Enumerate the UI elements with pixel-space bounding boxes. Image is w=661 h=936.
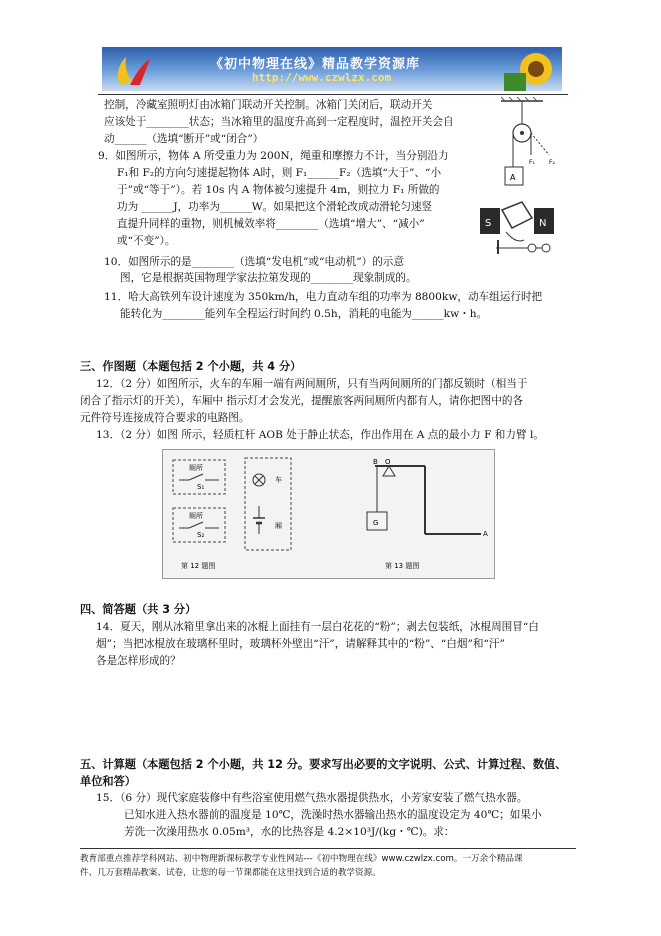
- q15-line2: 已知水进入热水器前的温度是 10℃，洗澡时热水器输出热水的温度设定为 40℃；如果小: [124, 809, 542, 821]
- logo-icon: [110, 51, 154, 89]
- svg-text:N: N: [539, 218, 547, 229]
- footer-rule: [80, 848, 576, 849]
- fig12-label2: S₁: [197, 483, 205, 491]
- q14-line2: 烟”；当把冰棍放在玻璃杯里时，玻璃杯外壁出“汗”，请解释其中的“粉”、“白烟”和“汗”: [96, 638, 505, 650]
- fig12-car1: 车: [275, 476, 282, 484]
- fig13-label-b: B: [373, 458, 378, 466]
- fig12-label4: S₂: [197, 531, 205, 539]
- q8-line3: 动______（选填“断开”或“闭合”）: [104, 133, 264, 145]
- fig13-caption: 第 13 题图: [385, 562, 420, 570]
- q15-line1: 15．（6 分）现代家庭装修中有些浴室使用燃气热水器提供热水，小芳家安装了燃气热水器。: [96, 792, 528, 804]
- pulley-figure: [497, 97, 567, 189]
- fig12-label3: 厕所: [189, 512, 203, 520]
- svg-text:F₂: F₂: [549, 159, 555, 166]
- q12-line2: 闭合了指示灯的开关），车厢中 指示灯才会发光，提醒旅客两间厕所内都有人，请你把图中的各: [80, 395, 524, 407]
- q9-line5: 直提升同样的重物，则机械效率将________（选填“增大”、“减小”: [117, 218, 425, 230]
- circuit-figure: [163, 450, 494, 578]
- svg-text:F₁: F₁: [529, 159, 535, 166]
- generator-figure: [476, 196, 560, 258]
- q8-line1: 控制，冷藏室照明灯由冰箱门联动开关控制。冰箱门关闭后，联动开关: [104, 99, 433, 111]
- section4-heading: 四、简答题（共 3 分）: [80, 603, 197, 616]
- q15-line3: 芳洗一次澡用热水 0.05m³，水的比热容是 4.2×10³J/(kg・℃)。求：: [124, 826, 455, 838]
- q10-line2: 图，它是根据英国物理学家法拉第发现的________现象制成的。: [120, 272, 417, 284]
- q14-line1: 14．夏天，刚从冰箱里拿出来的冰棍上面挂有一层白花花的“粉”；剥去包装纸，冰棍周围冒“白: [96, 621, 539, 633]
- section5-heading-line2: 单位和答）: [80, 775, 136, 788]
- q9-line6: 或“不变”）。: [117, 235, 176, 247]
- q11-line1: 11．哈大高铁列车设计速度为 350km/h，电力直动车组的功率为 8800kw，动车组运行时把: [104, 291, 543, 303]
- header-rule: [98, 94, 568, 95]
- fig13-label-o: O: [385, 458, 391, 466]
- section5-heading-line1: 五、计算题（本题包括 2 个小题，共 12 分。要求写出必要的文字说明、公式、计算过程、数值、: [80, 758, 567, 771]
- banner-url[interactable]: http://www.czwlzx.com: [252, 71, 392, 84]
- fig12-car2: 厢: [275, 522, 282, 530]
- fig12-label1: 厕所: [189, 464, 203, 472]
- q12-line3: 元件符号连接成符合要求的电路图。: [80, 412, 250, 424]
- figures-12-13: [162, 449, 495, 579]
- q11-line2: 能转化为________能列车全程运行时间约 0.5h，消耗的电能为______kw・h。: [120, 308, 488, 320]
- q9-line1: 9．如图所示，物体 A 所受重力为 200N，绳重和摩擦力不计，当分别沿力: [98, 150, 449, 162]
- q10-line1: 10．如图所示的是________（选填“发电机”或“电动机”）的示意: [104, 256, 404, 268]
- q13-line1: 13．（2 分）如图 所示，轻质杠杆 AOB 处于静止状态，作出作用在 A 点的最小力 F 和力臂 l。: [96, 429, 544, 441]
- q8-line2: 应该处于________状态；当冰箱里的温度升高到一定程度时，温控开关会自: [104, 116, 454, 128]
- q9-line4: 功为 ______J，功率为______W。如果把这个滑轮改成动滑轮匀速竖: [117, 201, 433, 213]
- svg-text:S: S: [485, 218, 492, 229]
- footer-line1: 教育部重点推荐学科网站、初中物理新课标教学专业性网站---《初中物理在线》www.czwlzx.com。一万余个精品课: [80, 854, 523, 864]
- fig13-label-a: A: [483, 530, 488, 538]
- banner-title: 《初中物理在线》精品教学资源库: [210, 57, 421, 72]
- q9-line3: 于”或“等于”）。若 10s 内 A 物体被匀速提升 4m，则拉力 F₁ 所做的: [117, 184, 440, 196]
- q9-line2: F₁和 F₂的方向匀速提起物体 A时，则 F₁______F₂（选填“大于”、“小: [117, 167, 442, 179]
- sunflower-icon: [500, 47, 562, 91]
- q12-line1: 12．（2 分）如图所示，火车的车厢一端有两间厕所，只有当两间厕所的门都反锁时（相当于: [96, 378, 528, 390]
- fig12-caption: 第 12 题图: [181, 562, 216, 570]
- q14-line3: 各是怎样形成的？: [96, 655, 181, 667]
- header-banner: [102, 47, 562, 91]
- fig9-label-a: A: [510, 173, 516, 182]
- section3-heading: 三、作图题（本题包括 2 个小题，共 4 分）: [80, 360, 302, 373]
- footer-line2: 件、几万套精品教案、试卷，让您的每一节课都能在这里找到合适的教学资源。: [80, 868, 381, 878]
- fig13-label-g: G: [373, 519, 379, 527]
